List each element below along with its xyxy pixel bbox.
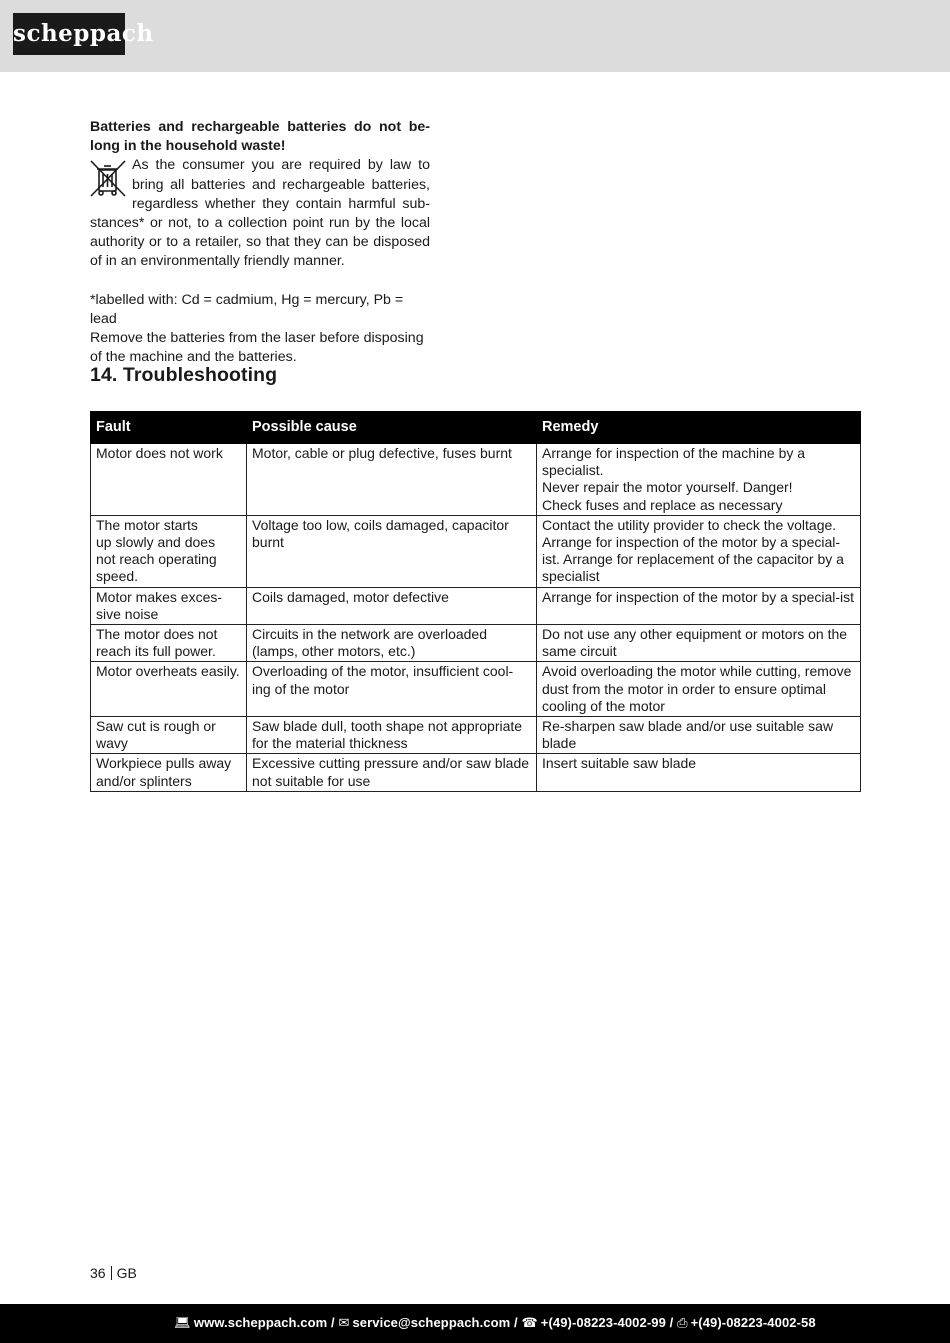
fault-cell: The motor does not reach its full power. xyxy=(91,625,247,662)
envelope-icon: ✉ xyxy=(338,1315,350,1330)
cause-cell: Circuits in the network are overloaded (lamps, other motors, etc.) xyxy=(247,625,537,662)
section-title: 14. Troubleshooting xyxy=(90,364,278,386)
cause-cell: Overloading of the motor, insufficient cool-ing of the motor xyxy=(247,662,537,717)
crossed-out-wheelie-bin-icon xyxy=(88,158,128,198)
email-link[interactable]: service@scheppach.com xyxy=(352,1315,511,1330)
battery-heading: Batteries and rechargeable batteries do not be-long in the household waste! xyxy=(90,119,430,155)
table-row xyxy=(91,444,861,516)
header-fault: Fault xyxy=(91,412,247,444)
cause-cell: Motor, cable or plug defective, fuses burnt xyxy=(247,444,537,516)
fault-cell: The motor starts up slowly and does not reach operating speed. xyxy=(91,515,247,587)
footer-separator: / xyxy=(669,1315,674,1330)
label-note: *labelled with: Cd = cadmium, Hg = mercury, Pb = lead xyxy=(90,291,404,328)
fault-cell: Motor does not work xyxy=(91,444,247,516)
removal-note: Remove the batteries from the laser before disposing of the machine and the batteries. xyxy=(90,330,424,366)
page-number xyxy=(90,1265,137,1281)
header-remedy: Remedy xyxy=(537,412,861,444)
fault-cell: Saw cut is rough or wavy xyxy=(91,717,247,754)
table-row xyxy=(91,515,861,587)
computer-icon: 💻︎ xyxy=(174,1315,191,1330)
fault-cell: Motor makes exces-sive noise xyxy=(91,587,247,624)
fault-cell: Motor overheats easily. xyxy=(91,662,247,717)
footer-separator: / xyxy=(331,1315,335,1330)
remedy-cell: Re-sharpen saw blade and/or use suitable saw blade xyxy=(537,717,861,754)
page-number-value: 36 xyxy=(90,1265,106,1281)
cause-cell: Voltage too low, coils damaged, capacitor burnt xyxy=(247,515,537,587)
scheppach-logo: scheppach xyxy=(13,13,125,55)
table-row xyxy=(91,754,861,791)
header-possible-cause: Possible cause xyxy=(247,412,537,444)
fax-number: +(49)-08223-4002-58 xyxy=(690,1315,816,1330)
page-header xyxy=(0,0,950,72)
battery-body-text: As the consumer you are required by law to bring all batteries and rechargeable batteries, regardless whether they contain harmful sub-stances* or not, to a collection point run by the local authority or to a retailer, so that they can be disposed of in an environmentally friendly manner. xyxy=(90,157,430,270)
cause-cell: Excessive cutting pressure and/or saw blade not suitable for use xyxy=(247,754,537,791)
table-row xyxy=(91,625,861,662)
phone-number: +(49)-08223-4002-99 xyxy=(540,1315,666,1330)
table-row xyxy=(91,662,861,717)
table-row xyxy=(91,587,861,624)
remedy-cell: Arrange for inspection of the machine by a specialist. Never repair the motor yourself. Danger! Check fuses and replace as necessary xyxy=(537,444,861,516)
cause-cell: Saw blade dull, tooth shape not appropriate for the material thickness xyxy=(247,717,537,754)
remedy-cell: Insert suitable saw blade xyxy=(537,754,861,791)
remedy-cell: Contact the utility provider to check the voltage. Arrange for inspection of the motor by a special-ist. Arrange for replacement of the capacitor by a specialist xyxy=(537,515,861,587)
website-link[interactable]: www.scheppach.com xyxy=(193,1315,328,1330)
troubleshooting-table xyxy=(90,411,861,792)
battery-disposal-notice xyxy=(90,118,430,368)
table-row xyxy=(91,717,861,754)
remedy-cell: Do not use any other equipment or motors on the same circuit xyxy=(537,625,861,662)
fax-icon: ⎙ xyxy=(677,1315,688,1330)
page-footer xyxy=(0,1304,950,1343)
page-number-divider xyxy=(111,1266,112,1280)
battery-body-wrapper xyxy=(90,156,430,271)
fault-cell: Workpiece pulls away and/or splinters xyxy=(91,754,247,791)
footer-separator: / xyxy=(514,1315,518,1330)
table-header-row xyxy=(91,412,861,444)
remedy-cell: Avoid overloading the motor while cutting, remove dust from the motor in order to ensure optimal cooling of the motor xyxy=(537,662,861,717)
cause-cell: Coils damaged, motor defective xyxy=(247,587,537,624)
language-code: GB xyxy=(116,1265,137,1281)
footer-contact-line xyxy=(0,1315,950,1331)
phone-icon: ☎ xyxy=(521,1315,538,1330)
remedy-cell: Arrange for inspection of the motor by a special-ist xyxy=(537,587,861,624)
